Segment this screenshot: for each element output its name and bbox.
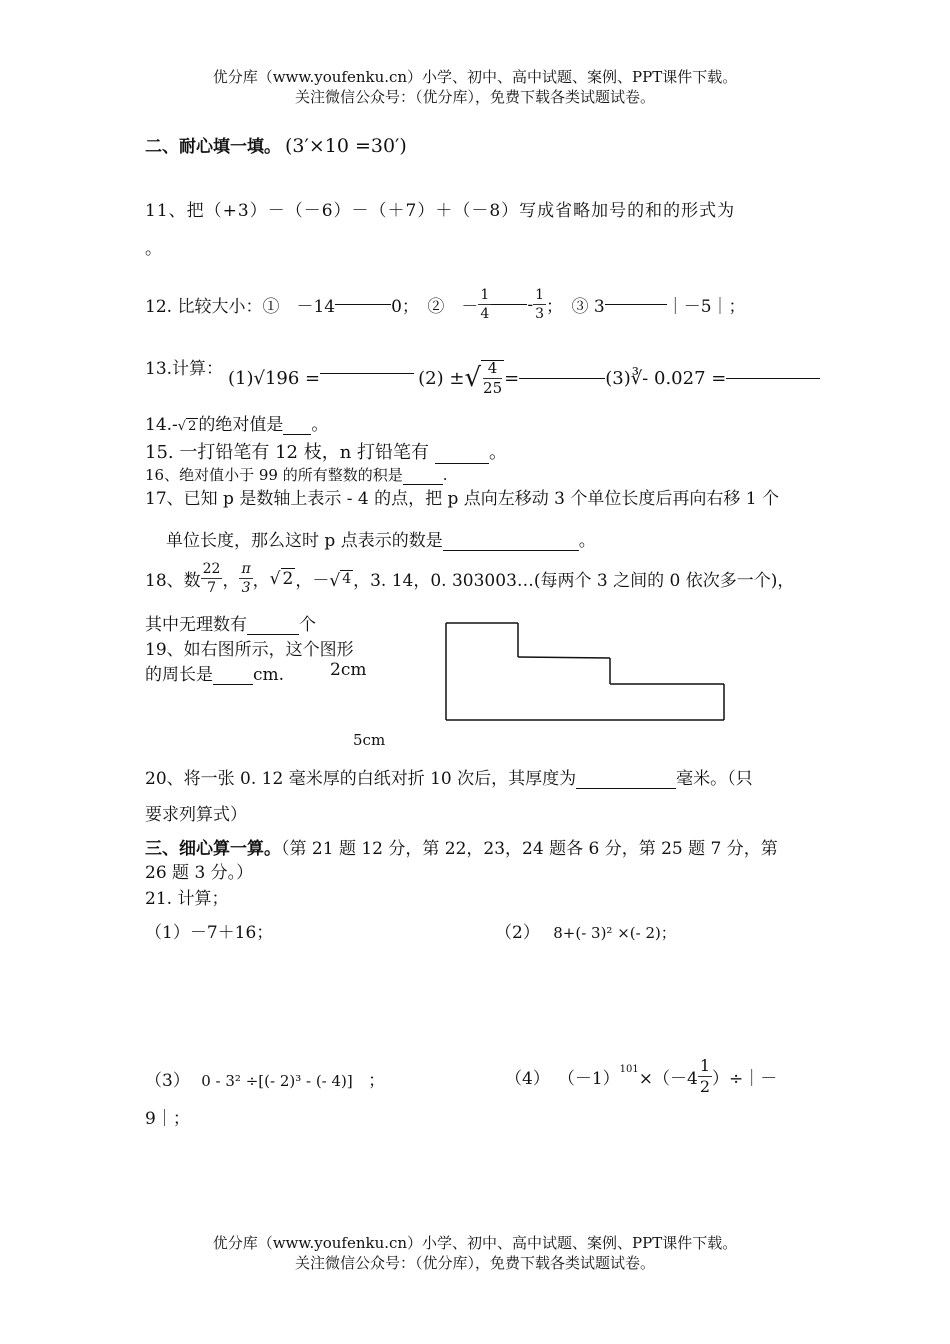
q21-part-4-base: （－1） [557, 1069, 620, 1089]
q14-radical-icon: √ [177, 419, 187, 434]
q14-end: 。 [311, 415, 329, 435]
q12-fraction-1: $\frac{1}{4}$ [480, 287, 490, 322]
q21-part-4-exponent: 101 [619, 1064, 639, 1075]
question-19-line-2 [145, 660, 284, 685]
q12-blank-1[interactable] [335, 304, 391, 305]
q20-line1-text: 20、将一张 0. 12 毫米厚的白纸对折 10 次后，其厚度为 [145, 769, 577, 789]
section-3-heading [145, 834, 778, 859]
q15-text: 15. 一打铅笔有 12 枝，n 打铅笔有 [145, 442, 430, 463]
q13-blank-3[interactable] [726, 378, 820, 379]
q18-line2-text: 其中无理数有 [145, 615, 247, 635]
q18-neg-sqrt-4: 4 [342, 571, 352, 587]
q20-line1-end: 毫米。（只 [676, 769, 753, 789]
q13-blank-1[interactable] [320, 373, 414, 374]
q14-prefix: 14.- [145, 415, 178, 435]
q21-part-2-label: （2） [495, 923, 540, 943]
q18-fraction-22-7: $\frac{22}{7}$ [202, 561, 221, 596]
q21-part-1: （1）－7＋16； [145, 923, 274, 943]
q19-line2-text: 的周长是 [145, 665, 213, 685]
q21-part-4-mid: ×（－4 [638, 1069, 698, 1089]
q13-fraction: $\frac{4}{25}$ [483, 359, 503, 397]
header-line-2: 关注微信公众号：（优分库），免费下载各类试题试卷。 [294, 88, 655, 106]
q21-part-4-end: ）÷｜－ [712, 1069, 778, 1089]
q13-radical-icon: √ [464, 363, 482, 393]
question-17-line-1: 17、已知 p 是数轴上表示 - 4 的点，把 p 点向左移动 3 个单位长度后再向右移 1 个 [145, 489, 780, 509]
section-2-heading [145, 132, 407, 157]
q19-step-figure [440, 618, 732, 726]
q19-blank[interactable] [213, 684, 253, 685]
q13-part-3: (3)∛- 0.027 = [605, 367, 727, 389]
q13-part-2-prefix: (2) ± [418, 367, 465, 389]
q18-sqrt-2: 2 [282, 569, 294, 589]
q21-part-4-line-2: 9｜； [145, 1109, 190, 1129]
q17-end: 。 [578, 531, 596, 551]
question-14 [145, 410, 328, 435]
section-2-score: (3′×10 =30′) [285, 135, 407, 157]
q21-part-2 [495, 918, 676, 943]
figure-edge-step1-horizontal [518, 657, 610, 658]
q12-mid: - [527, 294, 534, 315]
q12-part1-end: 0； ② － [391, 297, 479, 317]
q21-part-3 [145, 1066, 385, 1091]
q18-prefix: 18、数 [145, 571, 201, 591]
q16-end: . [442, 466, 448, 484]
question-12 [145, 288, 746, 321]
q12-part3-end: ｜－5｜； [666, 297, 746, 317]
question-18-line-2 [145, 610, 316, 635]
q17-blank[interactable] [443, 550, 579, 551]
question-19-line-1: 19、如右图所示，这个图形 [145, 640, 354, 660]
q13-blank-2[interactable] [519, 378, 605, 379]
q13-part-2-suffix: = [504, 367, 520, 389]
footer-line-1: 优分库（www.youfenku.cn）小学、初中、高中试题、案例、PPT课件下载。 [212, 1234, 738, 1252]
section-3-note-1: （第 21 题 12 分，第 22，23，24 题各 6 分，第 25 题 7 分，第 [281, 839, 778, 859]
question-11-end: 。 [145, 239, 162, 259]
q16-text: 16、绝对值小于 99 的所有整数的积是 [145, 466, 403, 484]
question-21-label: 21. 计算； [145, 889, 229, 909]
q15-end: 。 [489, 442, 508, 463]
q12-blank-3[interactable] [605, 304, 667, 305]
q19-label-5cm: 5cm [353, 731, 386, 749]
question-13-label: 13.计算： [145, 359, 224, 379]
q21-part-3-label: （3） [145, 1071, 190, 1091]
question-17-line-2 [166, 526, 596, 551]
q12-part2-end: ； ③ 3 [546, 297, 605, 317]
q18-fraction-pi-3: $\frac{\pi}{3}$ [241, 561, 251, 596]
q21-part-4-fraction: $\frac{1}{2}$ [699, 1056, 710, 1096]
question-18: 18、数 $\frac{22}{7}$ ， $\frac{\pi}{3}$ ， √ 2 ，－√ 4 ，3. 14，0. 303003…(每两个 3 之间的 0 依次多一个)， [145, 561, 795, 596]
q14-text: 的绝对值是 [198, 415, 284, 435]
footer-line-2: 关注微信公众号：（优分库），免费下载各类试题试卷。 [294, 1254, 655, 1272]
q21-part-3-expression: 0 - 3² ÷[(- 2)³ - (- 4)] [201, 1072, 353, 1090]
q19-label-2cm: 2cm [330, 660, 367, 680]
q19-unit: cm. [253, 665, 285, 685]
q13-part-1: (1)√196 = [228, 367, 321, 389]
question-15 [145, 438, 507, 464]
q14-sqrt-value: 2 [188, 419, 197, 434]
q12-blank-2[interactable] [491, 304, 527, 305]
q17-line2-text: 单位长度，那么这时 p 点表示的数是 [166, 531, 443, 551]
section-3-title: 三、细心算一算。 [145, 839, 281, 859]
q21-part-4-label: （4） [505, 1069, 550, 1089]
q21-part-4 [505, 1058, 777, 1095]
question-16 [145, 464, 448, 485]
q18-rest: ，3. 14，0. 303003…(每两个 3 之间的 0 依次多一个)， [353, 571, 795, 591]
question-20-line-1 [145, 764, 753, 789]
q20-blank[interactable] [576, 788, 676, 789]
q18-line2-end: 个 [299, 615, 316, 635]
q21-part-3-end: ； [368, 1071, 386, 1091]
question-20-line-2: 要求列算式） [145, 805, 247, 825]
q21-part-2-expression: 8+(- 3)² ×(- 2)； [553, 924, 676, 942]
q14-blank[interactable] [283, 434, 311, 435]
section-3-note-2: 26 题 3 分。） [145, 863, 254, 883]
q18-radical-icon: √ [269, 568, 281, 589]
section-2-title: 二、耐心填一填。 [145, 137, 281, 157]
header-line-1: 优分库（www.youfenku.cn）小学、初中、高中试题、案例、PPT课件下载。 [212, 68, 738, 86]
question-13-body [228, 360, 820, 396]
q12-prefix: 12. 比较大小：① －14 [145, 297, 336, 317]
q12-fraction-2: $\frac{1}{3}$ [535, 287, 544, 322]
question-11: 11、把（+3）－（－6）－（＋7）＋（－8）写成省略加号的和的形式为 [145, 201, 736, 221]
